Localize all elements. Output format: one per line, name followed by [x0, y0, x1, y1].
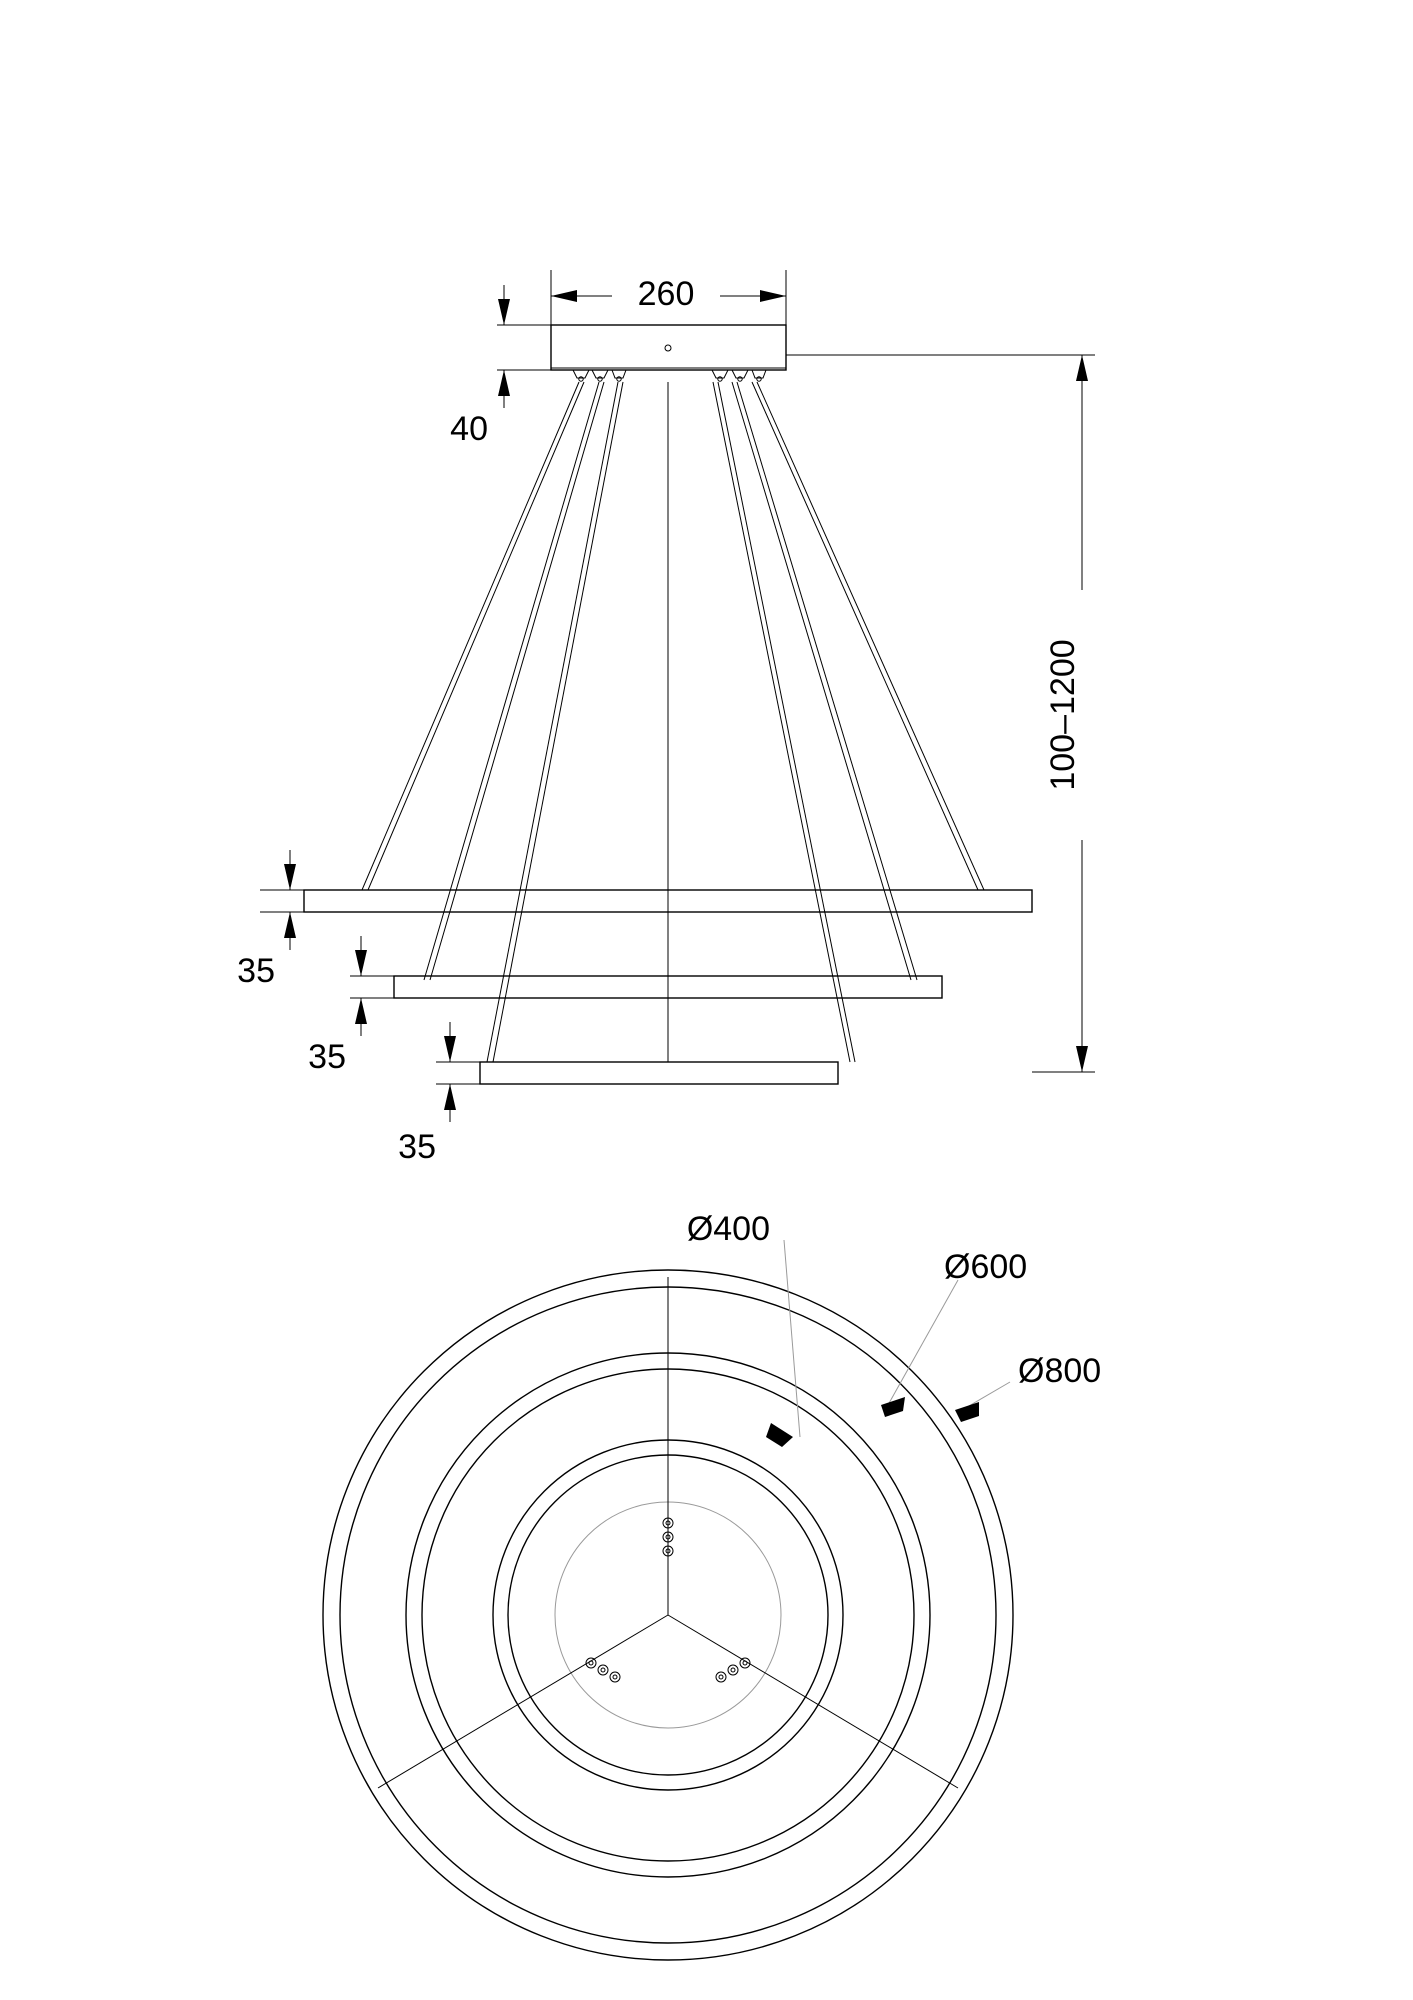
dim-35-small-label: 35 — [398, 1128, 436, 1166]
dimension-ring-large-thickness — [237, 850, 304, 990]
dimension-canopy-height — [450, 285, 551, 448]
plan-suspension-cables — [378, 1277, 958, 1788]
canopy — [551, 325, 786, 370]
plan-view — [323, 1210, 1101, 1960]
dim-d400-label: Ø400 — [686, 1210, 770, 1248]
dimension-diameter-400 — [687, 1210, 800, 1447]
dimension-diameter-800 — [955, 1352, 1101, 1422]
dim-260-label: 260 — [637, 275, 695, 313]
dimension-suspension-height — [786, 355, 1100, 1072]
dimension-canopy-width — [551, 270, 786, 325]
suspension-cables — [362, 382, 984, 1062]
dim-100-1200-label: 100–1200 — [1044, 639, 1082, 791]
dimension-ring-small-thickness — [398, 1022, 480, 1166]
elevation-view — [237, 270, 1100, 1166]
dim-d800-label: Ø800 — [1018, 1352, 1102, 1390]
dimension-diameter-600 — [881, 1248, 1027, 1417]
ring-small-elevation — [480, 1062, 838, 1084]
dim-40-label: 40 — [450, 410, 488, 448]
dim-35-large-label: 35 — [237, 952, 275, 990]
canopy-cable-outlets — [573, 370, 766, 381]
dim-d600-label: Ø600 — [944, 1248, 1028, 1286]
dim-35-medium-label: 35 — [308, 1038, 346, 1076]
dimension-ring-medium-thickness — [308, 936, 394, 1076]
